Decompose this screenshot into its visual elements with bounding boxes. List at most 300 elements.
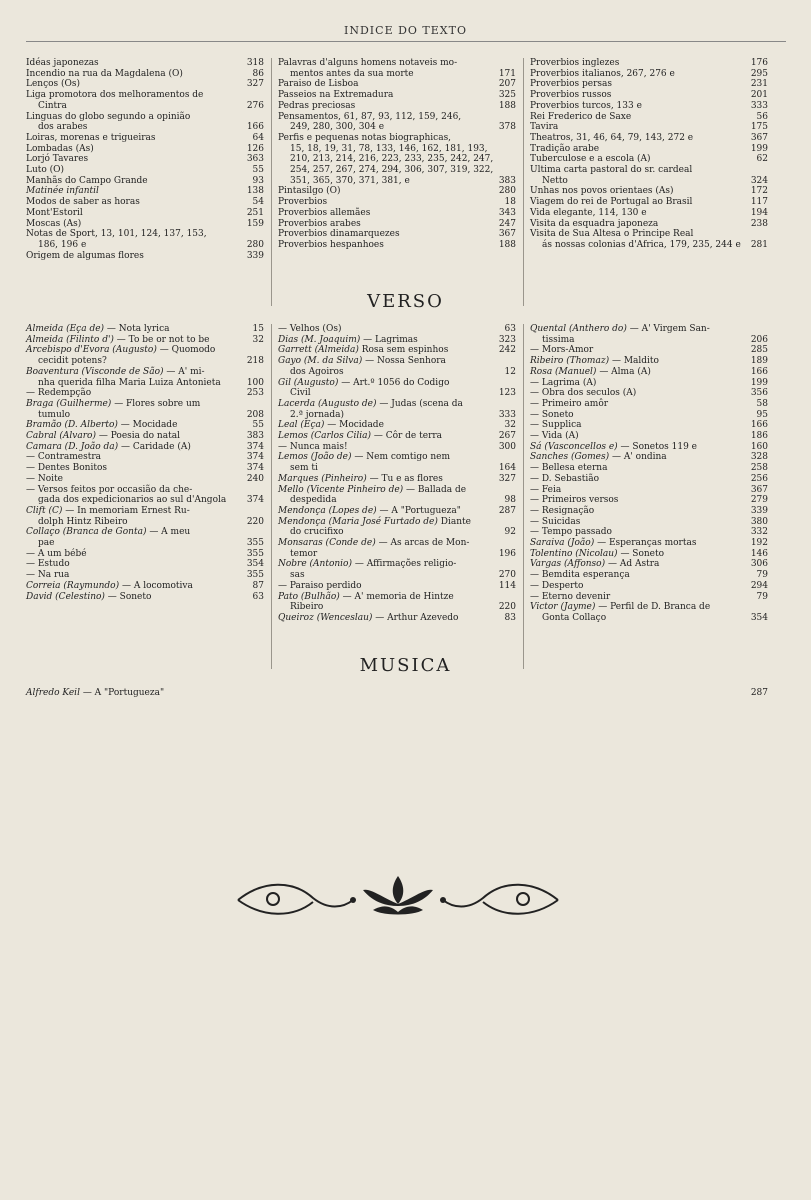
entry-text (278, 240, 495, 251)
header-rule (26, 41, 786, 42)
entry-text (26, 69, 243, 80)
entry-continuation: temor (290, 548, 318, 559)
index-entry-head (26, 229, 264, 240)
entry-author: Sanches (Gomes) (530, 452, 610, 463)
entry-author: Marques (Pinheiro) (278, 473, 367, 484)
entry-page: 355 (246, 548, 264, 559)
entry-page: 92 (504, 527, 516, 538)
entry-title: — Ad Astra (605, 559, 660, 570)
index-entry (26, 581, 264, 592)
index-entry (530, 335, 768, 346)
entry-title: — Na rua (26, 570, 70, 581)
entry-continuation: Civil (290, 388, 311, 399)
index-entry (26, 420, 264, 431)
entry-author: Quental (Anthero do) (530, 324, 627, 334)
entry-page: 295 (750, 68, 768, 79)
index-entry (26, 388, 264, 399)
index-entry (26, 495, 264, 506)
entry-page: 86 (252, 68, 264, 79)
entry-text (26, 251, 243, 262)
entry-title: — A um bébé (26, 548, 87, 559)
entry-page: 238 (750, 218, 768, 229)
entry-page: 383 (246, 431, 264, 442)
entry-title: — A meu (146, 527, 191, 538)
index-entry (26, 165, 264, 176)
entry-page: 374 (246, 452, 264, 463)
entry-page: 242 (498, 345, 516, 356)
entry-page: 281 (750, 239, 768, 250)
entry-author: Ribeiro (Thomaz) (530, 356, 610, 367)
entry-title: Pintasilgo (O) (278, 186, 341, 197)
entry-continuation: ás nossas colonias d'Africa, 179, 235, 244 e (542, 239, 741, 250)
index-entry (530, 495, 768, 506)
entry-text (530, 420, 747, 431)
entry-title: — Poesia do natal (96, 431, 180, 442)
index-entry (278, 345, 516, 356)
entry-author: David (Celestino) (26, 591, 105, 602)
index-entry (530, 613, 768, 624)
entry-page: 114 (498, 580, 516, 591)
entry-text (278, 335, 495, 346)
entry-continuation: Cintra (38, 100, 67, 111)
entry-title: — To be or not to be (113, 334, 210, 345)
index-entry (278, 420, 516, 431)
index-entry (530, 592, 768, 603)
entry-text (278, 581, 495, 592)
entry-page: 208 (246, 409, 264, 420)
index-entry (530, 474, 768, 485)
index-entry (530, 101, 768, 112)
index-entry (530, 463, 768, 474)
index-entry (530, 79, 768, 90)
entry-text (278, 442, 495, 453)
index-entry (278, 197, 516, 208)
entry-text (278, 229, 495, 240)
entry-title: — Bemdita esperança (530, 570, 630, 581)
entry-title: — Vida (A) (530, 431, 579, 442)
entry-page: 83 (504, 612, 516, 623)
entry-title: — Judas (scena da (376, 398, 463, 409)
index-entry (530, 410, 768, 421)
entry-page: 199 (750, 143, 768, 154)
index-entry (278, 240, 516, 251)
index-entry-head (530, 324, 768, 335)
index-entry (26, 122, 264, 133)
entry-page: 32 (252, 334, 264, 345)
entry-author: Lemos (Carlos Cilia) (278, 431, 371, 442)
entry-page: 58 (756, 398, 768, 409)
entry-title: Proverbios (278, 197, 328, 208)
entry-page: 138 (246, 186, 264, 197)
entry-page: 279 (750, 495, 768, 506)
entry-title: — A' mi- (163, 366, 205, 377)
entry-text (26, 324, 243, 335)
entry-text (26, 463, 243, 474)
verso-column-3 (530, 324, 768, 669)
entry-page: 79 (756, 570, 768, 581)
entry-page: 207 (498, 79, 516, 90)
entry-page: 247 (498, 218, 516, 229)
index-entry (278, 442, 516, 453)
entry-text (530, 208, 747, 219)
entry-title: Lombadas (As) (26, 143, 94, 154)
entry-text (530, 495, 747, 506)
entry-page: 166 (750, 366, 768, 377)
entry-text (26, 474, 243, 485)
entry-title: — Alma (A) (596, 366, 651, 377)
entry-page: 378 (498, 122, 516, 133)
index-entry-head (26, 367, 264, 378)
entry-title: — Paraiso perdido (278, 580, 362, 591)
entry-continuation: 15, 18, 19, 31, 78, 133, 146, 162, 181, 193, 210, 213, 214, 216, 223, 233, 235, 242, 247, 254, 257, 267, 274, 294, 306, 307, 319, 322, 351, 365, 370, 371, 381, e (290, 143, 494, 186)
entry-page: 231 (750, 79, 768, 90)
entry-title: — Versos feitos por occasião da che- (26, 484, 193, 495)
entry-text (530, 144, 747, 155)
entry-author: Alfredo Keil (26, 688, 80, 698)
index-entry-head (26, 112, 264, 123)
entry-title: — Mocidade (117, 420, 178, 431)
entry-page: 258 (750, 463, 768, 474)
index-entry (278, 219, 516, 230)
index-entry (26, 154, 264, 165)
entry-page: 332 (750, 527, 768, 538)
entry-text (530, 367, 747, 378)
entry-text (278, 101, 495, 112)
entry-page: 100 (246, 377, 264, 388)
entry-text (26, 176, 243, 187)
entry-text (278, 79, 495, 90)
entry-page: 287 (750, 688, 768, 698)
entry-text (530, 463, 747, 474)
index-entry (26, 517, 264, 528)
entry-title: Palavras d'alguns homens notaveis mo- (278, 58, 458, 68)
entry-text (278, 219, 495, 230)
entry-text (278, 613, 495, 624)
index-entry (26, 559, 264, 570)
entry-title: — Côr de terra (370, 431, 443, 442)
entry-title: — Estudo (26, 559, 70, 570)
entry-title: — Nota lyrica (104, 324, 170, 334)
entry-text (530, 474, 747, 485)
entry-continuation: tumulo (38, 409, 71, 420)
index-entry (26, 356, 264, 367)
index-entry (26, 69, 264, 80)
entry-text (26, 420, 243, 431)
entry-author: Mello (Vicente Pinheiro de) (278, 484, 404, 495)
index-entry (530, 485, 768, 496)
entry-page: 356 (750, 388, 768, 399)
entry-title: — A locomotiva (119, 580, 193, 591)
index-entry (530, 378, 768, 389)
entry-page: 18 (504, 197, 516, 208)
entry-title: — Feia (530, 484, 562, 495)
index-entry-head (278, 112, 516, 123)
index-entry (530, 538, 768, 549)
entry-page: 126 (246, 143, 264, 154)
entry-author: Garrett (Almeida) (278, 345, 359, 356)
entry-title: Paraiso de Lisboa (278, 79, 359, 90)
index-entry (530, 219, 768, 230)
entry-title: — Velhos (Os) (278, 324, 342, 334)
entry-title: — Soneto (617, 548, 665, 559)
entry-title: — Caridade (A) (118, 441, 191, 452)
entry-page: 318 (246, 58, 264, 68)
index-entry (26, 592, 264, 603)
index-entry (278, 367, 516, 378)
entry-text (26, 58, 243, 69)
entry-text (530, 506, 747, 517)
entry-title: Luto (O) (26, 165, 65, 176)
entry-author: Pato (Bulhão) (278, 591, 340, 602)
entry-title: Proverbios persas (530, 79, 613, 90)
entry-text (26, 581, 243, 592)
entry-title: — Mocidade (324, 420, 384, 431)
entry-title: — Eterno devenir (530, 591, 611, 602)
entry-title: Ultima carta pastoral do sr. cardeal (530, 165, 693, 176)
index-entry-head (278, 356, 516, 367)
entry-page: 367 (498, 229, 516, 240)
index-entry (26, 452, 264, 463)
entry-text (278, 345, 495, 356)
entry-page: 374 (246, 495, 264, 506)
entry-author: Braga (Guilherme) (26, 398, 112, 409)
entry-page: 32 (504, 420, 516, 431)
entry-text (530, 570, 747, 581)
entry-text (530, 538, 747, 549)
entry-text (26, 592, 243, 603)
entry-title: Proverbios arabes (278, 218, 361, 229)
entry-title: Visita de Sua Altesa o Principe Real (530, 229, 694, 240)
index-entry (278, 506, 516, 517)
entry-text (26, 133, 243, 144)
entry-page: 328 (750, 452, 768, 463)
entry-page: 251 (246, 207, 264, 218)
entry-title: — Dentes Bonitos (26, 463, 107, 474)
entry-page: 367 (750, 484, 768, 495)
entry-text (26, 549, 243, 560)
entry-title: — In memoriam Ernest Ru- (62, 505, 190, 516)
entry-text (530, 452, 747, 463)
entry-title: Proverbios italianos, 267, 276 e (530, 68, 675, 79)
entry-page: 306 (750, 559, 768, 570)
index-entry (530, 420, 768, 431)
index-entry (26, 79, 264, 90)
index-entry (26, 538, 264, 549)
entry-title: — Soneto (530, 409, 574, 420)
index-entry-head (26, 485, 264, 496)
entry-title: — Perfil de D. Branca de (595, 602, 711, 613)
entry-page: 355 (246, 538, 264, 549)
entry-page: 325 (498, 90, 516, 101)
index-entry (530, 208, 768, 219)
index-entry (278, 144, 516, 187)
entry-page: 270 (498, 570, 516, 581)
index-entry (26, 570, 264, 581)
entry-page: 55 (252, 165, 264, 176)
entry-page: 267 (498, 431, 516, 442)
index-entry-head (278, 452, 516, 463)
entry-page: 95 (756, 409, 768, 420)
column-rule (271, 58, 272, 306)
entry-page: 220 (498, 602, 516, 613)
column-rule (523, 324, 524, 669)
entry-title: — Nossa Senhora (362, 356, 446, 367)
index-entry (278, 410, 516, 421)
entry-title: — Supplica (530, 420, 582, 431)
index-entry (278, 90, 516, 101)
entry-title: Incendio na rua da Magdalena (O) (26, 68, 183, 79)
entry-text (26, 452, 243, 463)
entry-author: Lacerda (Augusto de) (278, 398, 377, 409)
index-entry (278, 208, 516, 219)
entry-text (26, 219, 243, 230)
entry-page: 176 (750, 58, 768, 68)
entry-continuation: sem ti (290, 463, 318, 474)
entry-text (530, 79, 747, 90)
entry-page: 253 (246, 388, 264, 399)
entry-title: Idéas japonezas (26, 58, 99, 68)
prose-index (26, 58, 768, 306)
entry-text (278, 197, 495, 208)
entry-continuation: Gonta Collaço (542, 612, 607, 623)
index-entry-head (530, 229, 768, 240)
index-entry (530, 345, 768, 356)
entry-title: Liga promotora dos melhoramentos de (26, 90, 204, 101)
index-entry (530, 69, 768, 80)
entry-page: 188 (498, 100, 516, 111)
entry-page: 146 (750, 548, 768, 559)
index-entry (26, 144, 264, 155)
entry-author: Gayo (M. da Silva) (278, 356, 363, 367)
column-rule (523, 58, 524, 306)
entry-text (530, 101, 747, 112)
entry-title: Origem de algumas flores (26, 250, 144, 261)
entry-page: 280 (246, 239, 264, 250)
index-entry-head (278, 133, 516, 144)
entry-page: 55 (252, 420, 264, 431)
entry-title: Rosa sem espinhos (358, 345, 449, 356)
entry-text (530, 559, 747, 570)
entry-text (26, 144, 243, 155)
entry-title: Linguas do globo segundo a opinião (26, 111, 191, 122)
entry-title: Passeios na Extremadura (278, 90, 394, 101)
entry-title: — A' Virgem San- (626, 324, 710, 334)
page-header: INDICE DO TEXTO (344, 24, 467, 37)
entry-title: — Flores sobre um (111, 398, 201, 409)
index-entry (26, 219, 264, 230)
entry-text (278, 474, 495, 485)
entry-title: Notas de Sport, 13, 101, 124, 137, 153, (26, 229, 207, 240)
index-entry (530, 356, 768, 367)
index-entry-head (278, 517, 516, 528)
entry-continuation: 249, 280, 300, 304 e (290, 122, 385, 133)
index-entry (278, 602, 516, 613)
index-entry (530, 154, 768, 165)
entry-text (26, 208, 243, 219)
entry-continuation: do crucifixo (290, 527, 344, 538)
entry-text (26, 559, 243, 570)
entry-title: — Contramestra (26, 452, 102, 463)
entry-page: 220 (246, 516, 264, 527)
entry-title: Manhãs do Campo Grande (26, 175, 148, 186)
index-entry-head (278, 592, 516, 603)
index-entry (278, 122, 516, 133)
entry-title: Matinée infantil (26, 186, 99, 197)
entry-text (26, 165, 243, 176)
index-entry (278, 570, 516, 581)
entry-continuation: tissima (542, 334, 575, 345)
entry-page: 333 (750, 100, 768, 111)
entry-text (26, 154, 243, 165)
entry-text (278, 431, 495, 442)
entry-page: 98 (504, 495, 516, 506)
entry-continuation: cecidit potens? (38, 356, 107, 367)
entry-page: 166 (246, 122, 264, 133)
entry-continuation: nha querida filha Maria Luiza Antonieta (38, 377, 221, 388)
entry-page: 175 (750, 122, 768, 133)
entry-text (26, 335, 243, 346)
entry-title: Perfis e pequenas notas biographicas, (278, 132, 452, 143)
entry-text (26, 197, 243, 208)
entry-author: Bramão (D. Alberto) (26, 420, 118, 431)
entry-title: — Nunca mais! (278, 441, 348, 452)
entry-text (530, 388, 747, 399)
index-entry (26, 240, 264, 251)
entry-text (530, 442, 747, 453)
entry-continuation: despedida (290, 495, 337, 506)
entry-title: Proverbios hespanhoes (278, 239, 384, 250)
entry-page: 201 (750, 90, 768, 101)
entry-title: — A' memoria de Hintze (339, 591, 454, 602)
entry-page: 123 (498, 388, 516, 399)
index-entry-head (278, 485, 516, 496)
entry-page: 63 (252, 591, 264, 602)
entry-page: 285 (750, 345, 768, 356)
entry-title: Lenços (Os) (26, 79, 81, 90)
entry-title: — Ballada de (403, 484, 467, 495)
entry-text (530, 592, 747, 603)
index-entry (530, 112, 768, 123)
entry-title: Tavira (530, 122, 559, 133)
index-entry (278, 79, 516, 90)
entry-title: Lorjó Tavares (26, 154, 89, 165)
entry-page: 374 (246, 463, 264, 474)
index-entry (530, 122, 768, 133)
entry-page: 164 (498, 463, 516, 474)
entry-page: 54 (252, 197, 264, 208)
entry-page: 172 (750, 186, 768, 197)
entry-author: Clift (C) (26, 505, 63, 516)
entry-continuation: sas (290, 570, 305, 581)
entry-author: Correia (Raymundo) (26, 580, 120, 591)
entry-title: — Mors-Amor (530, 345, 594, 356)
entry-text (530, 581, 747, 592)
index-entry (530, 176, 768, 187)
entry-title: — Lagrima (A) (530, 377, 597, 388)
entry-author: Boaventura (Visconde de São) (26, 366, 164, 377)
entry-title: Pedras preciosas (278, 100, 356, 111)
entry-text (278, 506, 495, 517)
entry-title: Mont'Estoril (26, 207, 83, 218)
entry-page: 218 (246, 356, 264, 367)
index-entry (530, 527, 768, 538)
entry-title: — A "Portugueza" (376, 505, 461, 516)
entry-author: Nobre (Antonio) (278, 559, 352, 570)
entry-text (530, 399, 747, 410)
index-entry-head (26, 90, 264, 101)
entry-title: — Primeiro amôr (530, 398, 609, 409)
verso-index (26, 324, 768, 669)
